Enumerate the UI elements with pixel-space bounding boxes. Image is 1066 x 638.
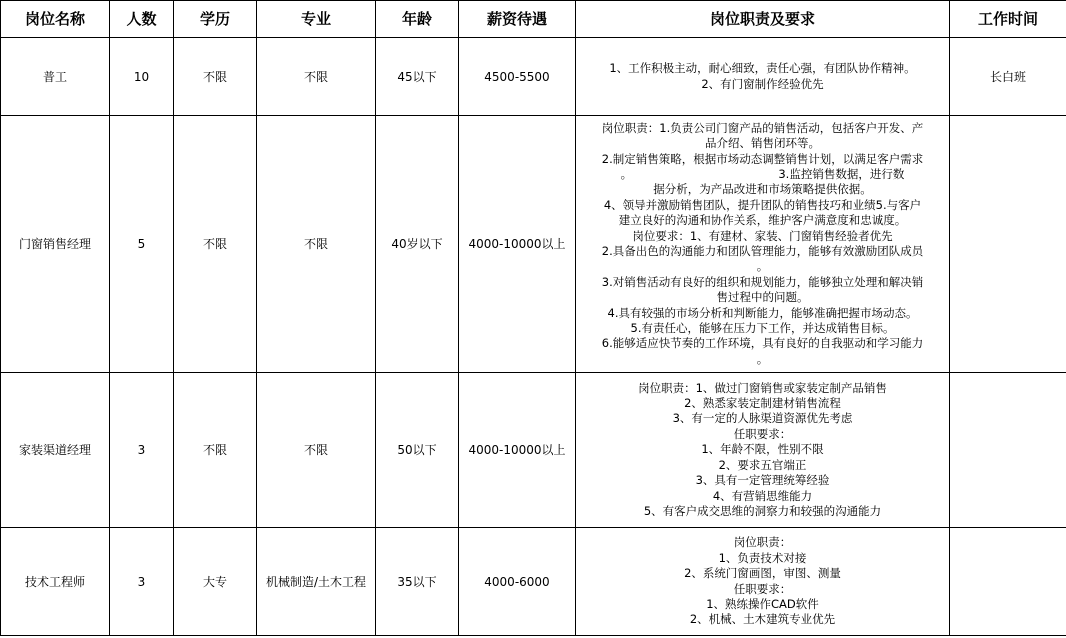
duty-line: 3、有一定的人脉渠道资源优先考虑 <box>672 411 853 426</box>
duty-line: 2、有门窗制作经验优先 <box>701 76 824 91</box>
duty-line: 任职要求： <box>733 426 792 441</box>
job-duties <box>576 116 950 373</box>
header-major: 专业 <box>257 1 376 38</box>
header-title: 岗位名称 <box>1 1 110 38</box>
duty-line: 品介绍、销售闭环等。 <box>705 136 820 151</box>
header-duties: 岗位职责及要求 <box>576 1 950 38</box>
job-title: 家装渠道经理 <box>1 373 110 528</box>
duty-line: 2.具备出色的沟通能力和团队管理能力，能够有效激励团队成员 <box>601 244 924 258</box>
duty-line: 4.具有较强的市场分析和判断能力，能够准确把握市场动态。 <box>607 305 918 320</box>
job-hours <box>950 116 1066 373</box>
header-age: 年龄 <box>376 1 459 38</box>
job-salary: 4500-5500 <box>459 38 576 116</box>
duty-line: 1、工作积极主动，耐心细致，责任心强，有团队协作精神。 <box>609 61 916 76</box>
duty-line: 岗位要求：1、有建材、家装、门窗销售经验者优先 <box>632 228 893 243</box>
job-salary: 4000-10000以上 <box>459 116 576 373</box>
duty-line: 。 3.监控销售数据，进行数 <box>620 166 905 181</box>
job-count: 10 <box>110 38 174 116</box>
job-age: 50以下 <box>376 373 459 528</box>
duty-line: 1、年龄不限，性别不限 <box>701 442 824 457</box>
duty-line: 。 <box>756 259 769 274</box>
duty-line: 5、有客户成交思维的洞察力和较强的沟通能力 <box>643 503 882 518</box>
job-major: 不限 <box>257 373 376 528</box>
header-education: 学历 <box>174 1 257 38</box>
header-hours: 工作时间 <box>950 1 1066 38</box>
duty-line: 。 <box>756 351 769 366</box>
job-salary: 4000-10000以上 <box>459 373 576 528</box>
job-count: 5 <box>110 116 174 373</box>
job-title: 技术工程师 <box>1 528 110 636</box>
job-major: 不限 <box>257 116 376 373</box>
duty-line: 2、机械、土木建筑专业优先 <box>689 612 836 627</box>
job-education: 不限 <box>174 38 257 116</box>
job-duties <box>576 38 950 116</box>
duty-line: 岗位职责： <box>733 535 792 550</box>
job-count: 3 <box>110 373 174 528</box>
table-row <box>1 528 1066 636</box>
job-salary: 4000-6000 <box>459 528 576 636</box>
duty-line: 2.制定销售策略，根据市场动态调整销售计划，以满足客户需求 <box>601 151 924 166</box>
job-title: 门窗销售经理 <box>1 116 110 373</box>
duty-line: 5.有责任心，能够在压力下工作，并达成销售目标。 <box>630 321 895 336</box>
job-hours <box>950 528 1066 636</box>
job-count: 3 <box>110 528 174 636</box>
job-duties <box>576 373 950 528</box>
job-education: 不限 <box>174 116 257 373</box>
duty-line: 岗位职责：1.负责公司门窗产品的销售活动，包括客户开发、产 <box>601 120 924 135</box>
job-age: 35以下 <box>376 528 459 636</box>
job-hours: 长白班 <box>950 38 1066 116</box>
duty-line: 2、熟悉家装定制建材销售流程 <box>684 396 841 411</box>
job-education: 大专 <box>174 528 257 636</box>
duty-line: 据分析，为产品改进和市场策略提供依据。 <box>653 182 872 197</box>
header-count: 人数 <box>110 1 174 38</box>
duty-line: 3、具有一定管理统筹经验 <box>695 473 830 488</box>
job-age: 40岁以下 <box>376 116 459 373</box>
duty-line: 3.对销售活动有良好的组织和规划能力，能够独立处理和解决销 <box>601 274 924 289</box>
job-hours <box>950 373 1066 528</box>
duty-line: 2、要求五官端正 <box>718 457 807 472</box>
duty-line: 4、有营销思维能力 <box>712 488 813 503</box>
table-row <box>1 373 1066 528</box>
duty-line: 售过程中的问题。 <box>716 290 809 305</box>
table-row <box>1 116 1066 373</box>
job-title: 普工 <box>1 38 110 116</box>
duty-line: 1、负责技术对接 <box>718 550 807 565</box>
duty-line: 岗位职责：1、做过门窗销售或家装定制产品销售 <box>638 380 887 395</box>
duty-line: 任职要求： <box>733 581 792 596</box>
table-row <box>1 38 1066 116</box>
job-major: 机械制造/土木工程 <box>257 528 376 636</box>
job-age: 45以下 <box>376 38 459 116</box>
duty-line: 6.能够适应快节奏的工作环境，具有良好的自我驱动和学习能力 <box>601 336 924 351</box>
duty-line: 4、领导并激励销售团队，提升团队的销售技巧和业绩5.与客户 <box>603 197 922 212</box>
header-salary: 薪资待遇 <box>459 1 576 38</box>
duty-line: 建立良好的沟通和协作关系，维护客户满意度和忠诚度。 <box>618 213 907 228</box>
header-row <box>1 1 1066 38</box>
duty-line: 2、系统门窗画图，审图、测量 <box>684 566 841 581</box>
job-major: 不限 <box>257 38 376 116</box>
job-duties <box>576 528 950 636</box>
duty-line: 1、熟练操作CAD软件 <box>706 596 819 611</box>
job-education: 不限 <box>174 373 257 528</box>
